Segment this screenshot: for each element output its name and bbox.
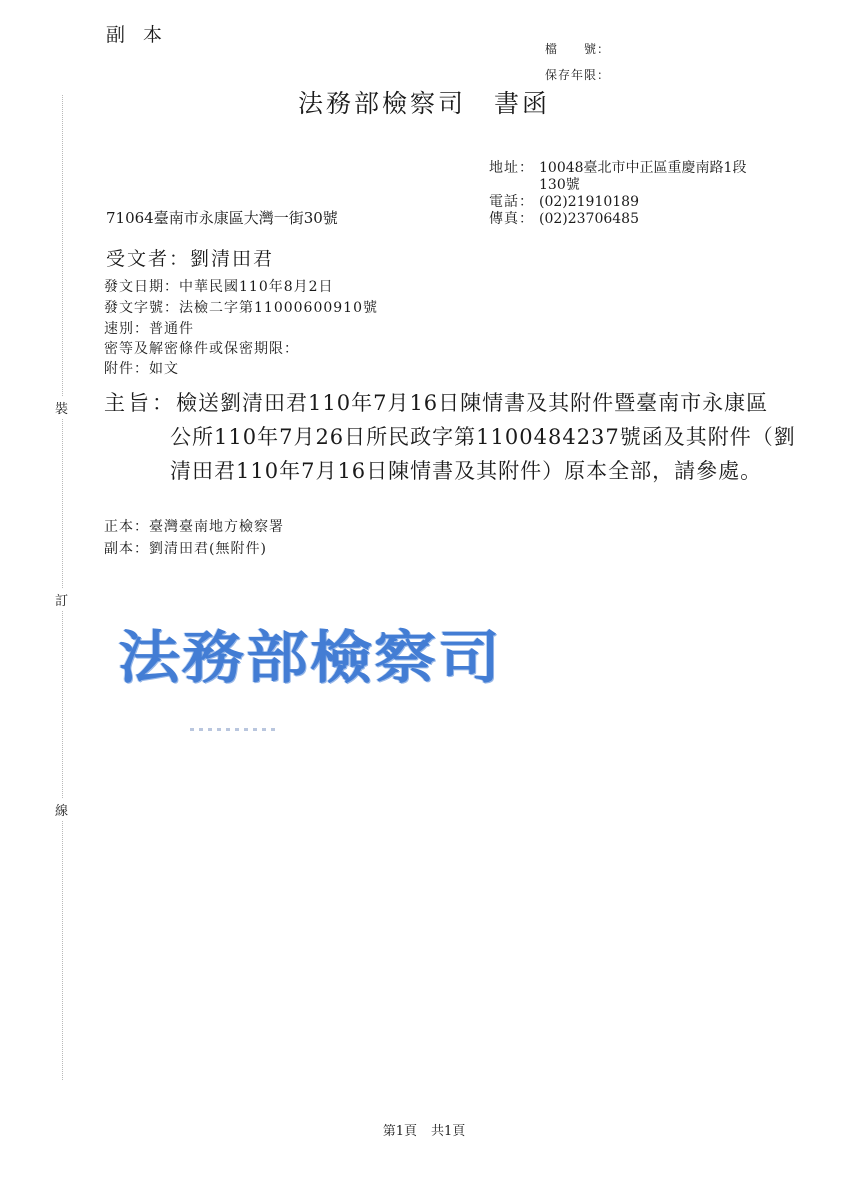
stamp-ink-trace — [190, 728, 280, 731]
copy-recipient: 副本：劉清田君(無附件) — [104, 541, 267, 557]
subject-line-2: 公所110年7月26日所民政字第1100484237號函及其附件（劉 — [170, 425, 796, 449]
recipient-address: 71064臺南市永康區大灣一街30號 — [106, 209, 338, 227]
binding-mark-xian: 線 — [55, 798, 68, 821]
archive-number-label: 檔 號： — [545, 42, 611, 56]
issue-date: 發文日期：中華民國110年8月2日 — [104, 279, 334, 295]
sender-contact-block — [489, 160, 746, 228]
binding-mark-zhuang: 裝 — [55, 396, 68, 419]
document-number: 發文字號：法檢二字第11000600910號 — [104, 300, 378, 316]
page-footer — [0, 1120, 848, 1139]
sender-fax: (02)23706485 — [539, 211, 639, 227]
fax-label: 傳真： — [489, 211, 534, 227]
document-title — [0, 84, 848, 120]
sender-phone: (02)21910189 — [539, 194, 639, 210]
organization-seal-stamp: 法務部檢察司 — [118, 623, 503, 691]
total-pages: 共1頁 — [431, 1124, 466, 1139]
phone-label: 電話： — [489, 194, 534, 210]
original-recipient: 正本：臺灣臺南地方檢察署 — [104, 519, 284, 535]
recipient: 受文者：劉清田君 — [106, 248, 275, 270]
copy-mark: 副本 — [106, 24, 181, 46]
retention-period-label: 保存年限： — [545, 68, 611, 82]
address-label: 地址： — [489, 160, 534, 176]
sender-address-line1: 10048臺北市中正區重慶南路1段 — [539, 160, 747, 176]
sender-address-line2: 130號 — [539, 177, 580, 193]
binding-mark-ding: 訂 — [55, 588, 68, 611]
delivery-speed: 速別：普通件 — [104, 321, 194, 337]
attachment-note: 附件：如文 — [104, 361, 179, 377]
document-type: 書函 — [494, 89, 551, 118]
subject-block — [104, 386, 796, 488]
subject-line-1: 檢送劉清田君110年7月16日陳情書及其附件暨臺南市永康區 — [176, 391, 769, 415]
subject-label: 主旨： — [104, 391, 176, 415]
subject-line-3: 清田君110年7月16日陳情書及其附件）原本全部，請參處。 — [170, 459, 763, 483]
issuing-organization: 法務部檢察司 — [297, 89, 466, 118]
secrecy-level: 密等及解密條件或保密期限： — [104, 341, 299, 357]
page-number: 第1頁 — [382, 1124, 417, 1139]
